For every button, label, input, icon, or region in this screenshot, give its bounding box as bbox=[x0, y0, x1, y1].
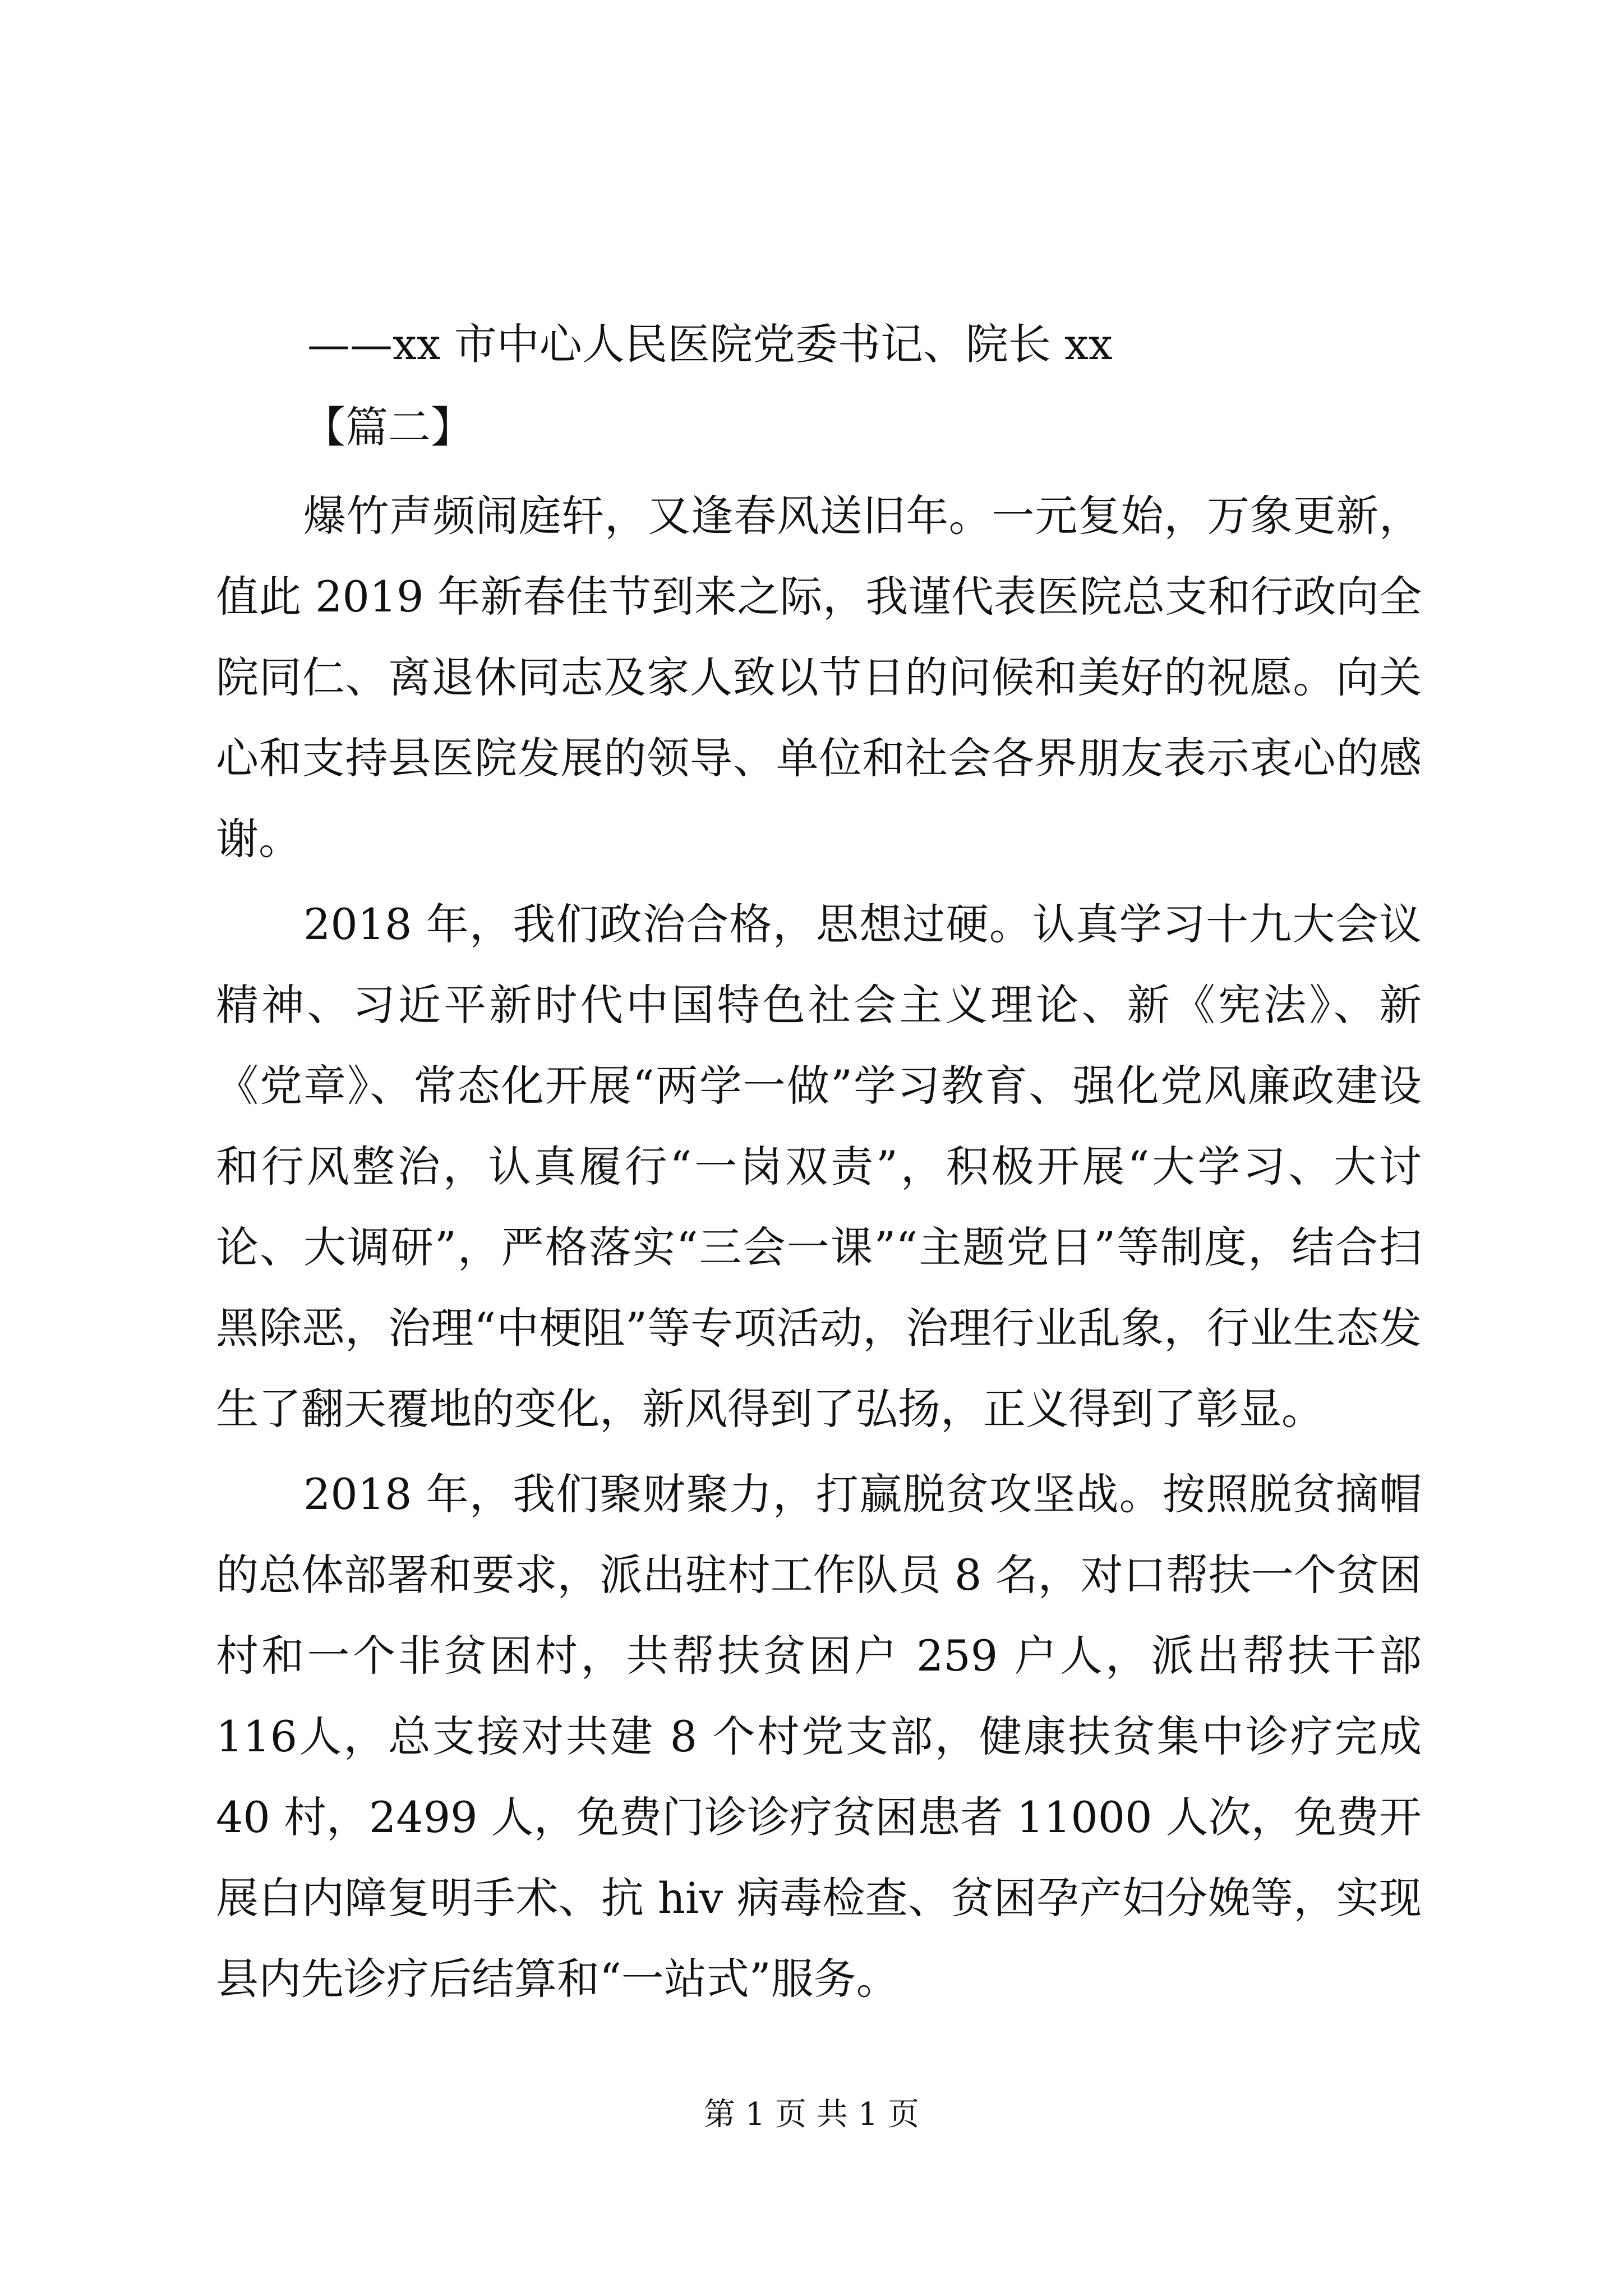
paragraph-greeting: 爆竹声频闹庭轩，又逢春风送旧年。一元复始，万象更新，值此 2019 年新春佳节到来之际，我谨代表医院总支和行政向全院同仁、离退休同志及家人致以节日的问候和美好的祝愿。向关心和支持县医院发展的领导、单位和社会各界朋友表示衷心的感谢。 bbox=[216, 491, 1422, 864]
paragraph-poverty-alleviation: 2018 年，我们聚财聚力，打赢脱贫攻坚战。按照脱贫摘帽的总体部署和要求，派出驻村工作队员 8 名，对口帮扶一个贫困村和一个非贫困村，共帮扶贫困户 259 户人，派出帮扶干部 116人，总支接对共建 8 个村党支部，健康扶贫集中诊疗完成 40 村，2499 人，免费门诊诊疗贫困患者 11000 人次，免费开展白内障复明手术、抗 hiv 病毒检查、贫困孕产妇分娩等，实现县内先诊疗后结算和“一站式”服务。 bbox=[216, 1469, 1422, 2004]
page-footer: 第 1 页 共 1 页 bbox=[703, 2096, 920, 2133]
sign-off-line: ——xx 市中心人民医院党委书记、院长 xx bbox=[307, 319, 1113, 369]
section-heading: 【篇二】 bbox=[303, 402, 473, 452]
document-body bbox=[216, 476, 1422, 2019]
paragraph-political-work: 2018 年，我们政治合格，思想过硬。认真学习十九大会议精神、习近平新时代中国特色社会主义理论、新《宪法》、新《党章》、常态化开展“两学一做”学习教育、强化党风廉政建设和行风整治，认真履行“一岗双责”，积极开展“大学习、大讨论、大调研”，严格落实“三会一课”“主题党日”等制度，结合扫黑除恶，治理“中梗阻”等专项活动，治理行业乱象，行业生态发生了翻天覆地的变化，新风得到了弘扬，正义得到了彰显。 bbox=[216, 899, 1422, 1434]
